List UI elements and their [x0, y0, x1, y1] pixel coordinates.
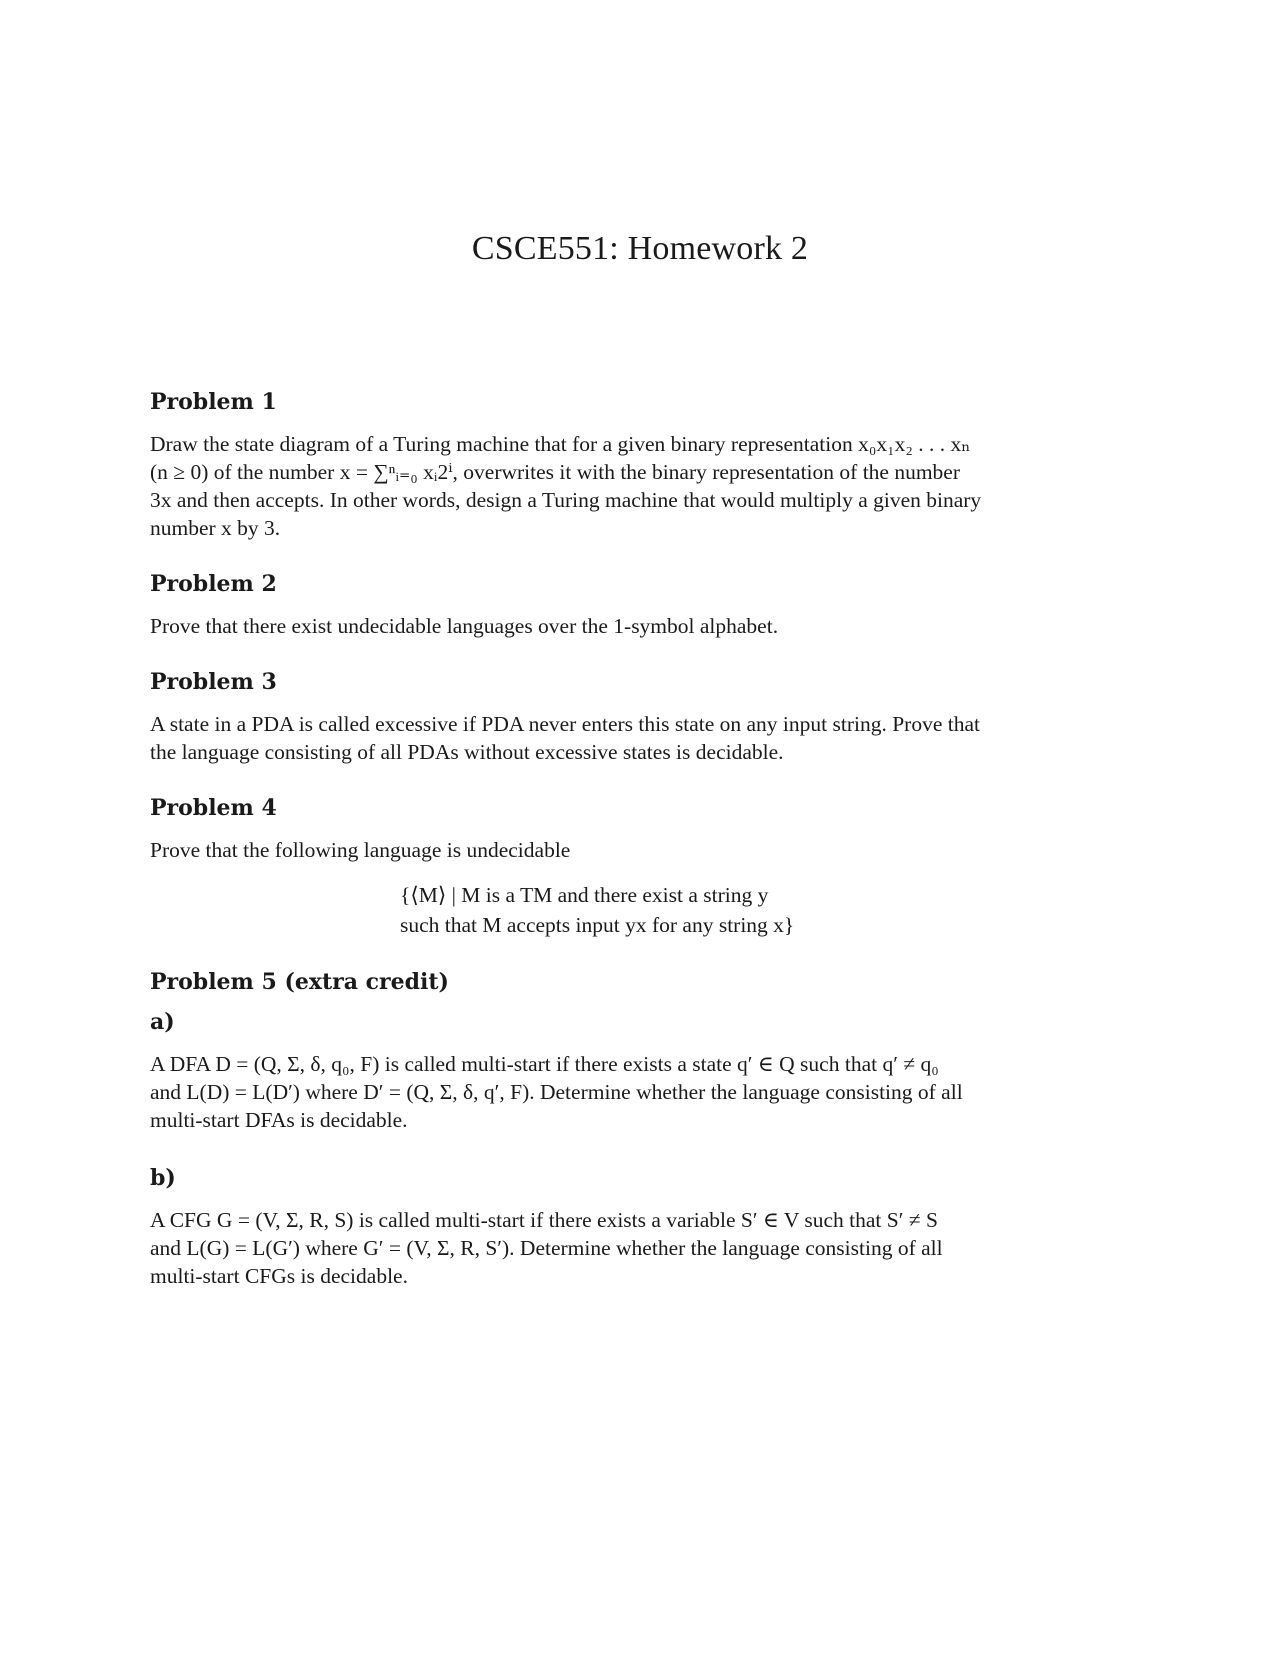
- problem-5b-line-3: multi-start CFGs is decidable.: [150, 1264, 408, 1288]
- problem-1-heading: Problem 1: [150, 389, 277, 415]
- problem-5a-label: a): [150, 1009, 175, 1035]
- problem-3-line-1: A state in a PDA is called excessive if PDA never enters this state on any input string. Prove that: [150, 712, 980, 736]
- problem-4-display-line-2: such that M accepts input yx for any string x}: [400, 913, 795, 937]
- problem-4: [150, 794, 1130, 940]
- problem-4-line-1: Prove that the following language is undecidable: [150, 838, 571, 862]
- problem-3-line-2: the language consisting of all PDAs without excessive states is decidable.: [150, 740, 784, 764]
- problem-5-heading: Problem 5 (extra credit): [150, 969, 449, 995]
- problem-2-line-1: Prove that there exist undecidable languages over the 1-symbol alphabet.: [150, 614, 779, 638]
- problem-2-heading: Problem 2: [150, 571, 277, 597]
- problem-4-display-line-1: {⟨M⟩ | M is a TM and there exist a string y: [400, 883, 769, 907]
- problem-1-line-4: number x by 3.: [150, 516, 281, 540]
- problem-5b-label: b): [150, 1165, 176, 1191]
- problem-5: [150, 968, 1130, 1290]
- problem-2: [150, 570, 1130, 640]
- problem-5a-line-1: A DFA D = (Q, Σ, δ, q₀, F) is called multi-start if there exists a state q′ ∈ Q such that q′ ≠ q₀: [150, 1052, 939, 1076]
- problem-4-heading: Problem 4: [150, 795, 277, 821]
- problem-1: [150, 388, 1130, 542]
- problem-1-line-3: 3x and then accepts. In other words, design a Turing machine that would multiply a given binary: [150, 488, 982, 512]
- problem-1-line-2: (n ≥ 0) of the number x = ∑ⁿᵢ₌₀ xᵢ2ⁱ, overwrites it with the binary representation of the number: [150, 460, 961, 484]
- problem-3: [150, 668, 1130, 766]
- problem-5b-line-1: A CFG G = (V, Σ, R, S) is called multi-start if there exists a variable S′ ∈ V such that S′ ≠ S: [150, 1208, 938, 1232]
- page-title: CSCE551: Homework 2: [471, 230, 809, 267]
- problem-3-heading: Problem 3: [150, 669, 277, 695]
- problem-5a-line-2: and L(D) = L(D′) where D′ = (Q, Σ, δ, q′, F). Determine whether the language consisting of all: [150, 1080, 963, 1104]
- problem-1-line-1: Draw the state diagram of a Turing machine that for a given binary representation x₀x₁x₂ . . . xₙ: [150, 432, 971, 456]
- document-body: [150, 388, 1130, 1290]
- problem-5a-line-3: multi-start DFAs is decidable.: [150, 1108, 408, 1132]
- problem-5b-line-2: and L(G) = L(G′) where G′ = (V, Σ, R, S′). Determine whether the language consisting of all: [150, 1236, 943, 1260]
